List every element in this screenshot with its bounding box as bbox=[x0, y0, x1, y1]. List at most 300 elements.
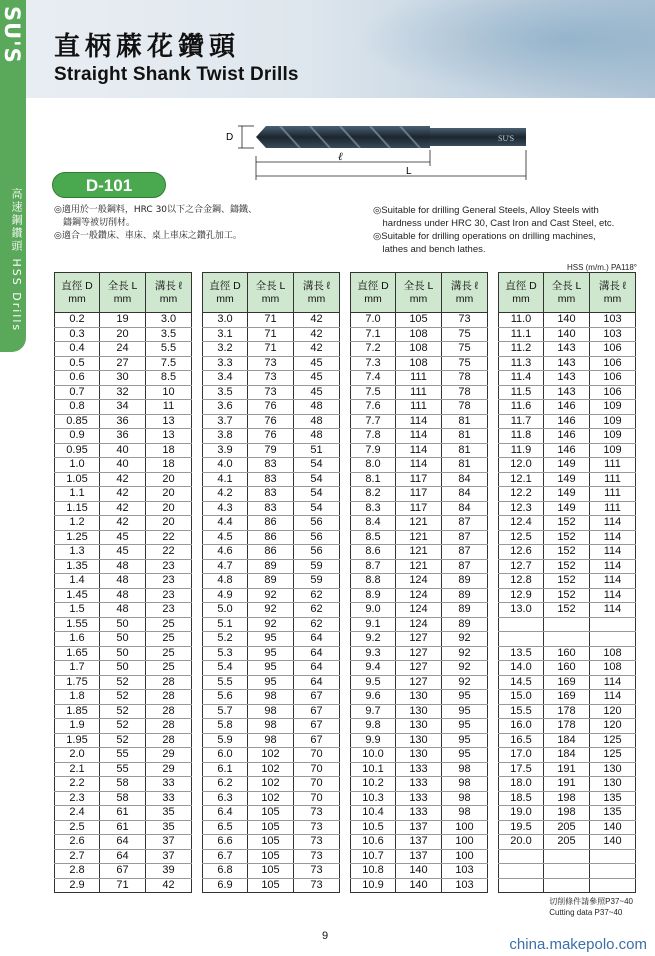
diameter-cell: 3.7 bbox=[203, 414, 248, 429]
overall-length-cell: 83 bbox=[248, 487, 294, 502]
diameter-cell: 11.7 bbox=[499, 414, 544, 429]
table-row bbox=[351, 878, 488, 893]
size-table-3 bbox=[350, 272, 488, 893]
table-row bbox=[351, 690, 488, 705]
flute-length-cell: 54 bbox=[294, 501, 340, 516]
diameter-cell: 16.0 bbox=[499, 719, 544, 734]
table-row bbox=[203, 835, 340, 850]
flute-length-cell: 95 bbox=[442, 733, 488, 748]
flute-length-cell: 103 bbox=[442, 864, 488, 879]
table-row bbox=[55, 574, 192, 589]
table-row bbox=[499, 574, 636, 589]
table-row bbox=[499, 646, 636, 661]
table-row bbox=[55, 472, 192, 487]
diameter-cell: 3.4 bbox=[203, 371, 248, 386]
flute-length-cell: 28 bbox=[146, 704, 192, 719]
diameter-cell: 0.7 bbox=[55, 385, 100, 400]
flute-length-cell: 98 bbox=[442, 806, 488, 821]
table-row bbox=[55, 820, 192, 835]
flute-length-cell: 56 bbox=[294, 530, 340, 545]
overall-length-cell: 30 bbox=[100, 371, 146, 386]
overall-length-cell: 111 bbox=[396, 400, 442, 415]
flute-length-cell: 114 bbox=[590, 545, 636, 560]
diameter-cell: 0.4 bbox=[55, 342, 100, 357]
table-row bbox=[499, 487, 636, 502]
column-header-label: 溝長 ℓ bbox=[154, 279, 183, 292]
diameter-cell: 0.9 bbox=[55, 429, 100, 444]
overall-length-cell: 42 bbox=[100, 516, 146, 531]
column-header bbox=[248, 273, 294, 313]
diameter-cell: 13.0 bbox=[499, 603, 544, 618]
table-row bbox=[351, 820, 488, 835]
flute-length-cell: 89 bbox=[442, 603, 488, 618]
overall-length-cell: 61 bbox=[100, 820, 146, 835]
table-header-row bbox=[203, 273, 340, 313]
table-row bbox=[203, 487, 340, 502]
overall-length-cell: 98 bbox=[248, 719, 294, 734]
table-row bbox=[55, 588, 192, 603]
flute-length-cell: 84 bbox=[442, 501, 488, 516]
overall-length-cell bbox=[544, 849, 590, 864]
overall-length-cell: 105 bbox=[248, 806, 294, 821]
diameter-cell: 9.6 bbox=[351, 690, 396, 705]
diameter-cell: 6.9 bbox=[203, 878, 248, 893]
flute-length-cell: 28 bbox=[146, 675, 192, 690]
size-table-2 bbox=[202, 272, 340, 893]
diameter-cell: 9.5 bbox=[351, 675, 396, 690]
diameter-cell: 2.1 bbox=[55, 762, 100, 777]
flute-length-cell: 120 bbox=[590, 704, 636, 719]
diameter-cell: 8.8 bbox=[351, 574, 396, 589]
diameter-cell: 1.6 bbox=[55, 632, 100, 647]
diameter-cell: 11.4 bbox=[499, 371, 544, 386]
diameter-cell: 1.8 bbox=[55, 690, 100, 705]
diameter-cell: 18.5 bbox=[499, 791, 544, 806]
diameter-cell: 11.2 bbox=[499, 342, 544, 357]
overall-length-cell: 130 bbox=[396, 748, 442, 763]
table-row bbox=[203, 690, 340, 705]
flute-length-cell: 106 bbox=[590, 342, 636, 357]
overall-length-cell: 71 bbox=[100, 878, 146, 893]
flute-length-cell: 64 bbox=[294, 675, 340, 690]
diameter-cell: 7.1 bbox=[351, 327, 396, 342]
diameter-cell bbox=[499, 849, 544, 864]
column-header bbox=[203, 273, 248, 313]
flute-length-cell: 7.5 bbox=[146, 356, 192, 371]
flute-length-cell: 64 bbox=[294, 646, 340, 661]
table-row bbox=[55, 400, 192, 415]
table-row bbox=[55, 806, 192, 821]
column-header-label: 直徑 D bbox=[61, 279, 93, 292]
table-row bbox=[203, 371, 340, 386]
table-row bbox=[55, 617, 192, 632]
diameter-cell: 6.8 bbox=[203, 864, 248, 879]
overall-length-cell: 52 bbox=[100, 675, 146, 690]
overall-length-cell: 152 bbox=[544, 603, 590, 618]
table-row bbox=[55, 646, 192, 661]
diameter-cell: 1.95 bbox=[55, 733, 100, 748]
overall-length-cell: 45 bbox=[100, 530, 146, 545]
table-row bbox=[203, 588, 340, 603]
diameter-cell: 11.1 bbox=[499, 327, 544, 342]
table-row bbox=[55, 704, 192, 719]
description-line: hardness under HRC 30, Cast Iron and Cast Steel, etc. bbox=[373, 218, 615, 229]
flute-length-cell: 28 bbox=[146, 690, 192, 705]
diameter-cell: 6.2 bbox=[203, 777, 248, 792]
flute-length-cell bbox=[590, 617, 636, 632]
diameter-cell: 12.8 bbox=[499, 574, 544, 589]
table-row bbox=[55, 458, 192, 473]
flute-length-cell: 87 bbox=[442, 530, 488, 545]
table-row bbox=[499, 878, 636, 893]
size-table-1 bbox=[54, 272, 192, 893]
flute-length-cell: 64 bbox=[294, 632, 340, 647]
overall-length-cell: 127 bbox=[396, 675, 442, 690]
diameter-cell: 2.6 bbox=[55, 835, 100, 850]
flute-length-cell: 73 bbox=[294, 878, 340, 893]
flute-length-cell: 20 bbox=[146, 501, 192, 516]
column-header-unit: mm bbox=[455, 292, 474, 305]
table-row bbox=[499, 516, 636, 531]
diameter-cell: 14.5 bbox=[499, 675, 544, 690]
overall-length-cell bbox=[544, 878, 590, 893]
diameter-cell: 7.0 bbox=[351, 313, 396, 328]
column-header-unit: mm bbox=[307, 292, 326, 305]
flute-length-cell: 11 bbox=[146, 400, 192, 415]
table-row bbox=[351, 385, 488, 400]
table-row bbox=[499, 661, 636, 676]
flute-length-cell: 35 bbox=[146, 820, 192, 835]
flute-length-cell: 92 bbox=[442, 646, 488, 661]
overall-length-cell: 111 bbox=[396, 371, 442, 386]
flute-length-cell: 100 bbox=[442, 835, 488, 850]
flute-length-cell: 92 bbox=[442, 632, 488, 647]
diameter-cell: 1.65 bbox=[55, 646, 100, 661]
diameter-cell: 4.7 bbox=[203, 559, 248, 574]
flute-length-cell: 10 bbox=[146, 385, 192, 400]
overall-length-cell: 92 bbox=[248, 588, 294, 603]
flute-length-cell: 98 bbox=[442, 791, 488, 806]
overall-length-cell: 32 bbox=[100, 385, 146, 400]
table-row bbox=[499, 371, 636, 386]
table-row bbox=[55, 733, 192, 748]
overall-length-cell: 143 bbox=[544, 371, 590, 386]
diameter-cell: 8.6 bbox=[351, 545, 396, 560]
flute-length-cell: 48 bbox=[294, 429, 340, 444]
flute-length-cell: 45 bbox=[294, 385, 340, 400]
overall-length-cell: 86 bbox=[248, 545, 294, 560]
table-header-row bbox=[351, 273, 488, 313]
column-header-unit: mm bbox=[512, 292, 530, 305]
overall-length-cell: 169 bbox=[544, 675, 590, 690]
table-row bbox=[499, 342, 636, 357]
table-row bbox=[351, 501, 488, 516]
overall-length-cell: 143 bbox=[544, 356, 590, 371]
table-row bbox=[203, 400, 340, 415]
overall-length-cell: 92 bbox=[248, 603, 294, 618]
diameter-cell: 16.5 bbox=[499, 733, 544, 748]
diameter-cell: 10.7 bbox=[351, 849, 396, 864]
table-row bbox=[203, 574, 340, 589]
table-row bbox=[203, 530, 340, 545]
overall-length-cell: 140 bbox=[396, 864, 442, 879]
diameter-cell: 7.9 bbox=[351, 443, 396, 458]
overall-length-cell: 102 bbox=[248, 748, 294, 763]
table-row bbox=[55, 791, 192, 806]
table-row bbox=[203, 704, 340, 719]
overall-length-cell: 105 bbox=[248, 878, 294, 893]
overall-length-cell: 73 bbox=[248, 371, 294, 386]
diameter-cell: 20.0 bbox=[499, 835, 544, 850]
diameter-cell: 5.5 bbox=[203, 675, 248, 690]
overall-length-cell: 52 bbox=[100, 733, 146, 748]
table-row bbox=[203, 559, 340, 574]
diameter-cell: 4.0 bbox=[203, 458, 248, 473]
table-row bbox=[55, 835, 192, 850]
overall-length-cell: 102 bbox=[248, 762, 294, 777]
overall-length-cell: 137 bbox=[396, 849, 442, 864]
table-row bbox=[351, 342, 488, 357]
overall-length-cell: 205 bbox=[544, 835, 590, 850]
diameter-cell: 9.9 bbox=[351, 733, 396, 748]
table-row bbox=[55, 661, 192, 676]
table-header-row bbox=[55, 273, 192, 313]
flute-length-cell: 67 bbox=[294, 690, 340, 705]
brand-side-tab bbox=[0, 0, 26, 352]
overall-length-cell: 121 bbox=[396, 530, 442, 545]
flute-length-cell: 78 bbox=[442, 385, 488, 400]
overall-length-cell: 48 bbox=[100, 588, 146, 603]
flute-length-cell bbox=[590, 849, 636, 864]
diameter-cell: 3.6 bbox=[203, 400, 248, 415]
overall-length-cell: 160 bbox=[544, 661, 590, 676]
table-row bbox=[55, 501, 192, 516]
flute-length-cell: 114 bbox=[590, 675, 636, 690]
table-row bbox=[351, 603, 488, 618]
diameter-cell: 3.3 bbox=[203, 356, 248, 371]
flute-length-cell: 75 bbox=[442, 327, 488, 342]
overall-length-cell: 86 bbox=[248, 516, 294, 531]
model-badge: D-101 bbox=[52, 172, 166, 198]
table-row bbox=[203, 849, 340, 864]
flute-length-cell: 114 bbox=[590, 530, 636, 545]
page-number: 9 bbox=[322, 930, 329, 942]
overall-length-cell: 71 bbox=[248, 342, 294, 357]
diameter-cell: 3.0 bbox=[203, 313, 248, 328]
flute-length-cell: 67 bbox=[294, 719, 340, 734]
flute-length-cell: 28 bbox=[146, 719, 192, 734]
overall-length-cell: 95 bbox=[248, 675, 294, 690]
diameter-cell: 12.5 bbox=[499, 530, 544, 545]
overall-length-cell: 52 bbox=[100, 704, 146, 719]
table-row bbox=[499, 762, 636, 777]
flute-length-cell: 67 bbox=[294, 704, 340, 719]
table-row bbox=[351, 864, 488, 879]
table-row bbox=[351, 574, 488, 589]
flute-length-cell: 114 bbox=[590, 588, 636, 603]
column-header-unit: mm bbox=[557, 292, 576, 305]
flute-length-cell: 106 bbox=[590, 371, 636, 386]
table-row bbox=[499, 849, 636, 864]
overall-length-cell: 133 bbox=[396, 806, 442, 821]
overall-length-cell: 152 bbox=[544, 588, 590, 603]
flute-length-cell: 95 bbox=[442, 690, 488, 705]
flute-length-cell: 95 bbox=[442, 748, 488, 763]
table-row bbox=[203, 414, 340, 429]
diameter-cell: 1.4 bbox=[55, 574, 100, 589]
table-row bbox=[351, 632, 488, 647]
flute-length-cell: 23 bbox=[146, 574, 192, 589]
flute-length-cell: 39 bbox=[146, 864, 192, 879]
table-row bbox=[499, 690, 636, 705]
table-row bbox=[499, 356, 636, 371]
flute-length-cell: 5.5 bbox=[146, 342, 192, 357]
overall-length-cell: 191 bbox=[544, 762, 590, 777]
diameter-cell: 6.4 bbox=[203, 806, 248, 821]
table-row bbox=[499, 791, 636, 806]
diameter-cell: 12.3 bbox=[499, 501, 544, 516]
diameter-cell: 10.0 bbox=[351, 748, 396, 763]
flute-length-cell: 140 bbox=[590, 835, 636, 850]
flute-length-cell: 125 bbox=[590, 733, 636, 748]
table-row bbox=[55, 719, 192, 734]
table-row bbox=[351, 400, 488, 415]
table-row bbox=[499, 588, 636, 603]
flute-length-cell: 48 bbox=[294, 414, 340, 429]
column-header-unit: mm bbox=[261, 292, 280, 305]
table-row bbox=[203, 719, 340, 734]
overall-length-cell: 130 bbox=[396, 704, 442, 719]
flute-length-cell: 89 bbox=[442, 617, 488, 632]
table-row bbox=[351, 835, 488, 850]
diameter-cell: 8.3 bbox=[351, 501, 396, 516]
table-row bbox=[499, 820, 636, 835]
table-row bbox=[55, 327, 192, 342]
diameter-cell bbox=[499, 617, 544, 632]
overall-length-cell: 48 bbox=[100, 574, 146, 589]
overall-length-cell: 117 bbox=[396, 501, 442, 516]
table-row bbox=[499, 472, 636, 487]
table-row bbox=[55, 429, 192, 444]
column-header-label: 全長 L bbox=[403, 279, 434, 292]
diameter-cell: 9.3 bbox=[351, 646, 396, 661]
overall-length-cell bbox=[544, 864, 590, 879]
flute-length-cell: 70 bbox=[294, 791, 340, 806]
overall-length-cell: 140 bbox=[544, 313, 590, 328]
diameter-cell: 2.3 bbox=[55, 791, 100, 806]
overall-length-cell: 105 bbox=[248, 835, 294, 850]
diameter-cell: 7.4 bbox=[351, 371, 396, 386]
diameter-cell: 0.3 bbox=[55, 327, 100, 342]
column-header-label: 溝長 ℓ bbox=[302, 279, 331, 292]
diameter-cell: 6.5 bbox=[203, 820, 248, 835]
flute-length-cell: 18 bbox=[146, 443, 192, 458]
overall-length-cell: 42 bbox=[100, 501, 146, 516]
table-row bbox=[351, 719, 488, 734]
flute-length-cell: 95 bbox=[442, 704, 488, 719]
diameter-cell: 5.8 bbox=[203, 719, 248, 734]
flute-length-cell: 62 bbox=[294, 588, 340, 603]
diameter-cell: 5.4 bbox=[203, 661, 248, 676]
description-line: ◎適合一般鑽床、車床、桌上車床之鑽孔加工。 bbox=[54, 231, 242, 241]
table-row bbox=[203, 327, 340, 342]
overall-length-cell: 149 bbox=[544, 501, 590, 516]
flute-length-cell: 25 bbox=[146, 632, 192, 647]
flute-length-cell: 73 bbox=[294, 820, 340, 835]
flute-length-cell: 111 bbox=[590, 501, 636, 516]
overall-length-cell: 169 bbox=[544, 690, 590, 705]
diameter-cell: 0.95 bbox=[55, 443, 100, 458]
flute-length-cell: 111 bbox=[590, 487, 636, 502]
table-row bbox=[203, 864, 340, 879]
column-header-label: 全長 L bbox=[107, 279, 138, 292]
table-row bbox=[499, 806, 636, 821]
diameter-cell: 0.85 bbox=[55, 414, 100, 429]
overall-length-cell: 86 bbox=[248, 530, 294, 545]
cutting-note-line: 切削條件請參照P37~40 bbox=[549, 897, 633, 906]
diameter-cell: 1.15 bbox=[55, 501, 100, 516]
table-row bbox=[55, 313, 192, 328]
table-row bbox=[55, 762, 192, 777]
table-row bbox=[351, 559, 488, 574]
flute-length-cell: 29 bbox=[146, 762, 192, 777]
flute-length-cell: 78 bbox=[442, 400, 488, 415]
flute-length-cell: 114 bbox=[590, 603, 636, 618]
diameter-cell: 1.75 bbox=[55, 675, 100, 690]
flute-length-cell: 70 bbox=[294, 777, 340, 792]
flute-length-cell: 13 bbox=[146, 414, 192, 429]
table-row bbox=[55, 516, 192, 531]
overall-length-cell: 83 bbox=[248, 501, 294, 516]
table-row bbox=[351, 791, 488, 806]
overall-length-cell: 55 bbox=[100, 748, 146, 763]
table-row bbox=[499, 313, 636, 328]
cutting-data-note bbox=[549, 896, 633, 918]
overall-length-cell: 52 bbox=[100, 690, 146, 705]
overall-length-cell: 124 bbox=[396, 617, 442, 632]
flute-length-cell: 42 bbox=[294, 342, 340, 357]
overall-length-cell: 76 bbox=[248, 414, 294, 429]
column-header bbox=[499, 273, 544, 313]
diameter-cell: 12.2 bbox=[499, 487, 544, 502]
column-header-label: 溝長 ℓ bbox=[598, 279, 627, 292]
diameter-cell: 10.4 bbox=[351, 806, 396, 821]
flute-length-cell: 78 bbox=[442, 371, 488, 386]
overall-length-cell: 121 bbox=[396, 516, 442, 531]
overall-length-cell: 98 bbox=[248, 704, 294, 719]
flute-length-cell: 70 bbox=[294, 748, 340, 763]
table-row bbox=[499, 777, 636, 792]
overall-length-cell: 124 bbox=[396, 574, 442, 589]
diameter-cell: 11.8 bbox=[499, 429, 544, 444]
flute-length-cell: 59 bbox=[294, 574, 340, 589]
diameter-cell: 9.1 bbox=[351, 617, 396, 632]
diameter-cell: 8.7 bbox=[351, 559, 396, 574]
description-english bbox=[373, 204, 643, 256]
table-row bbox=[351, 487, 488, 502]
overall-length-cell: 105 bbox=[248, 849, 294, 864]
diameter-cell: 18.0 bbox=[499, 777, 544, 792]
flute-length-cell: 114 bbox=[590, 574, 636, 589]
column-header-unit: mm bbox=[216, 292, 234, 305]
flute-length-cell: 67 bbox=[294, 733, 340, 748]
overall-length-cell: 114 bbox=[396, 443, 442, 458]
overall-length-cell: 48 bbox=[100, 603, 146, 618]
overall-length-cell: 102 bbox=[248, 791, 294, 806]
flute-length-cell: 37 bbox=[146, 835, 192, 850]
description-chinese bbox=[54, 204, 344, 243]
table-row bbox=[203, 617, 340, 632]
